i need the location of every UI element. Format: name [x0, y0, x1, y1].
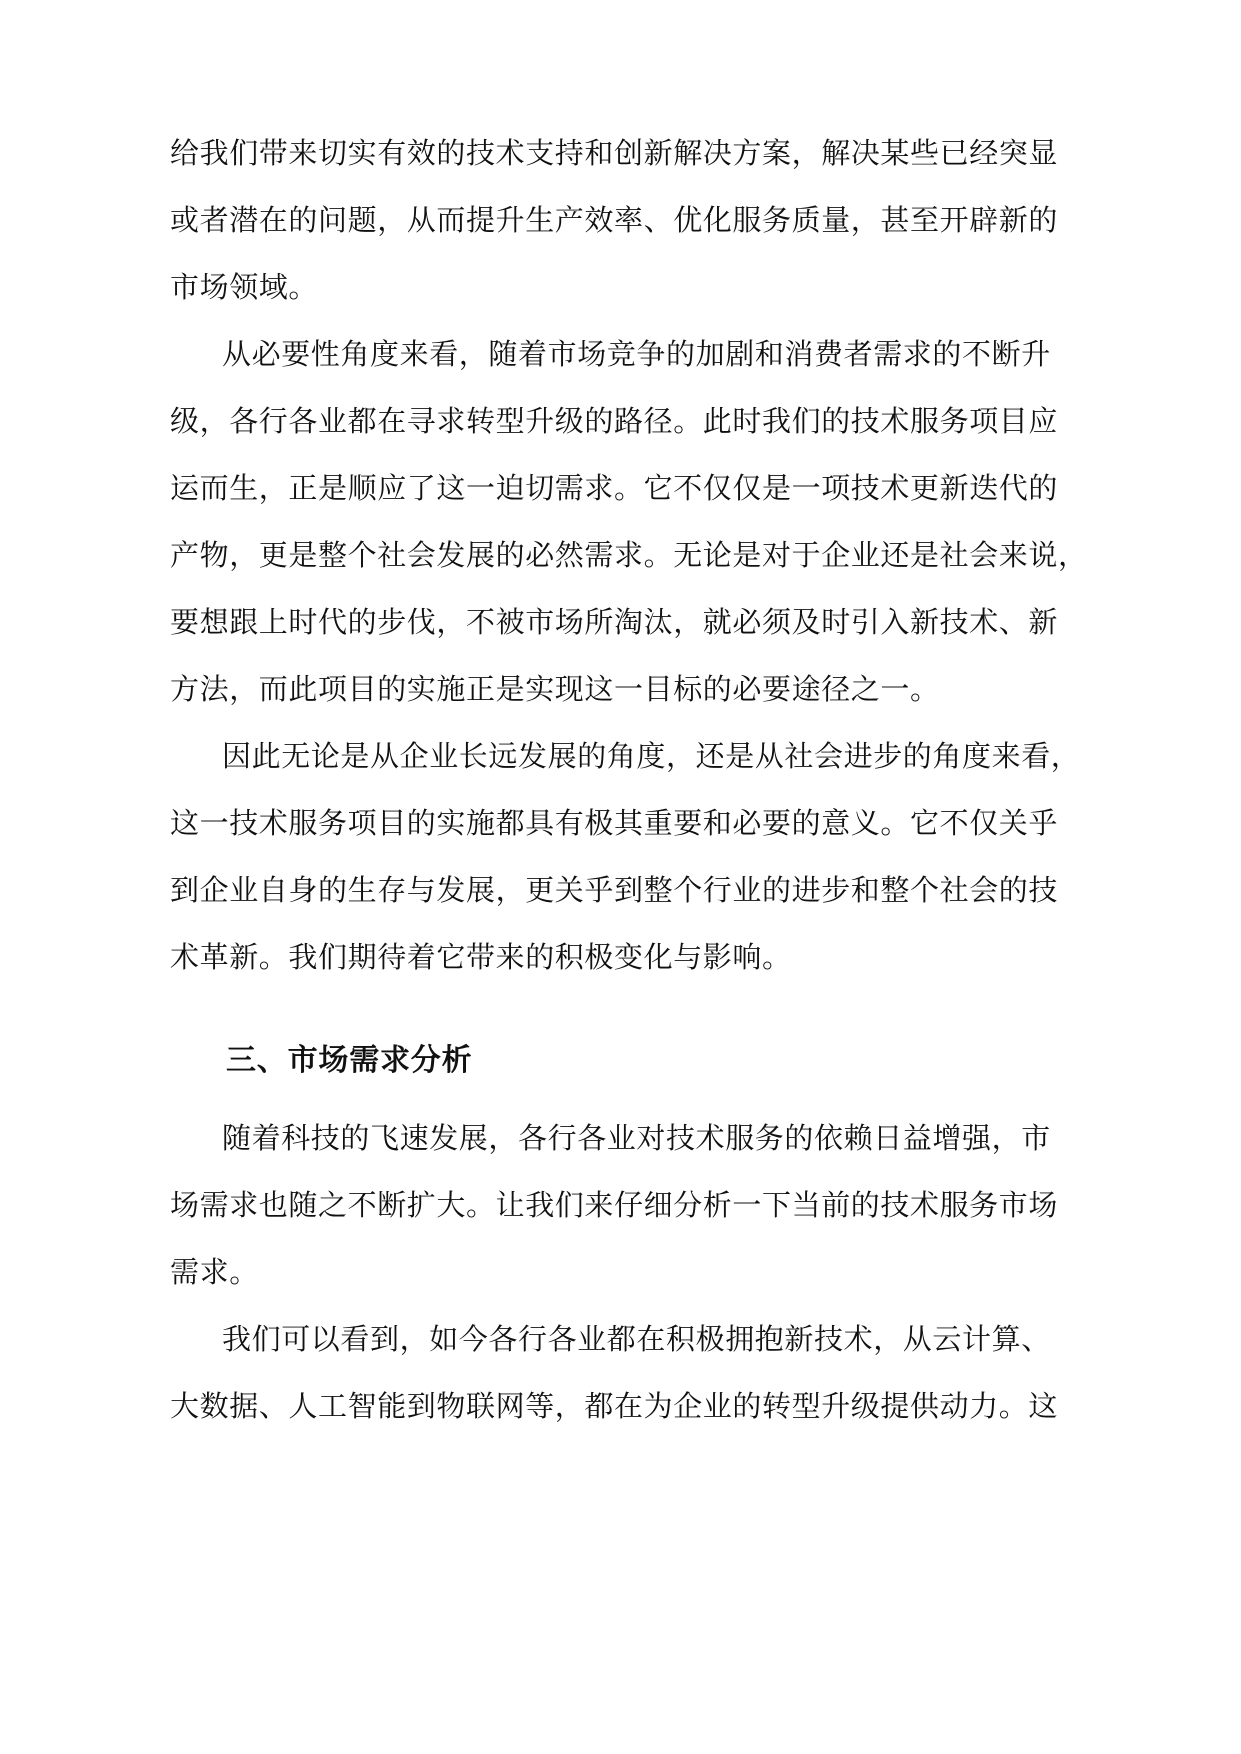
section-heading: 三、市场需求分析: [226, 1043, 473, 1078]
paragraph-1-line-2: 或者潜在的问题，从而提升生产效率、优化服务质量，甚至开辟新的: [170, 203, 1059, 237]
section-paragraph-1-line-2: 场需求也随之不断扩大。让我们来仔细分析一下当前的技术服务市场: [170, 1188, 1059, 1222]
section-paragraph-2-line-1: 我们可以看到，如今各行各业都在积极拥抱新技术，从云计算、: [222, 1322, 1051, 1356]
paragraph-3-line-2: 这一技术服务项目的实施都具有极其重要和必要的意义。它不仅关乎: [170, 806, 1059, 840]
paragraph-3-line-1: 因此无论是从企业长远发展的角度，还是从社会进步的角度来看，: [222, 739, 1081, 773]
paragraph-2-line-4: 产物，更是整个社会发展的必然需求。无论是对于企业还是社会来说，: [170, 538, 1088, 572]
section-paragraph-1-line-3: 需求。: [170, 1255, 259, 1289]
section-paragraph-1-line-1: 随着科技的飞速发展，各行各业对技术服务的依赖日益增强，市: [222, 1121, 1051, 1155]
paragraph-1-line-3: 市场领域。: [170, 270, 319, 304]
paragraph-3-line-3: 到企业自身的生存与发展，更关乎到整个行业的进步和整个社会的技: [170, 873, 1059, 907]
paragraph-3-line-4: 术革新。我们期待着它带来的积极变化与影响。: [170, 940, 792, 974]
paragraph-2-line-1: 从必要性角度来看，随着市场竞争的加剧和消费者需求的不断升: [222, 337, 1051, 371]
paragraph-2-line-6: 方法，而此项目的实施正是实现这一目标的必要途径之一。: [170, 672, 940, 706]
paragraph-2-line-2: 级，各行各业都在寻求转型升级的路径。此时我们的技术服务项目应: [170, 404, 1059, 438]
paragraph-2-line-5: 要想跟上时代的步伐，不被市场所淘汰，就必须及时引入新技术、新: [170, 605, 1059, 639]
section-paragraph-2-line-2: 大数据、人工智能到物联网等，都在为企业的转型升级提供动力。这: [170, 1389, 1059, 1423]
paragraph-1-line-1: 给我们带来切实有效的技术支持和创新解决方案，解决某些已经突显: [170, 136, 1059, 170]
paragraph-2-line-3: 运而生，正是顺应了这一迫切需求。它不仅仅是一项技术更新迭代的: [170, 471, 1059, 505]
